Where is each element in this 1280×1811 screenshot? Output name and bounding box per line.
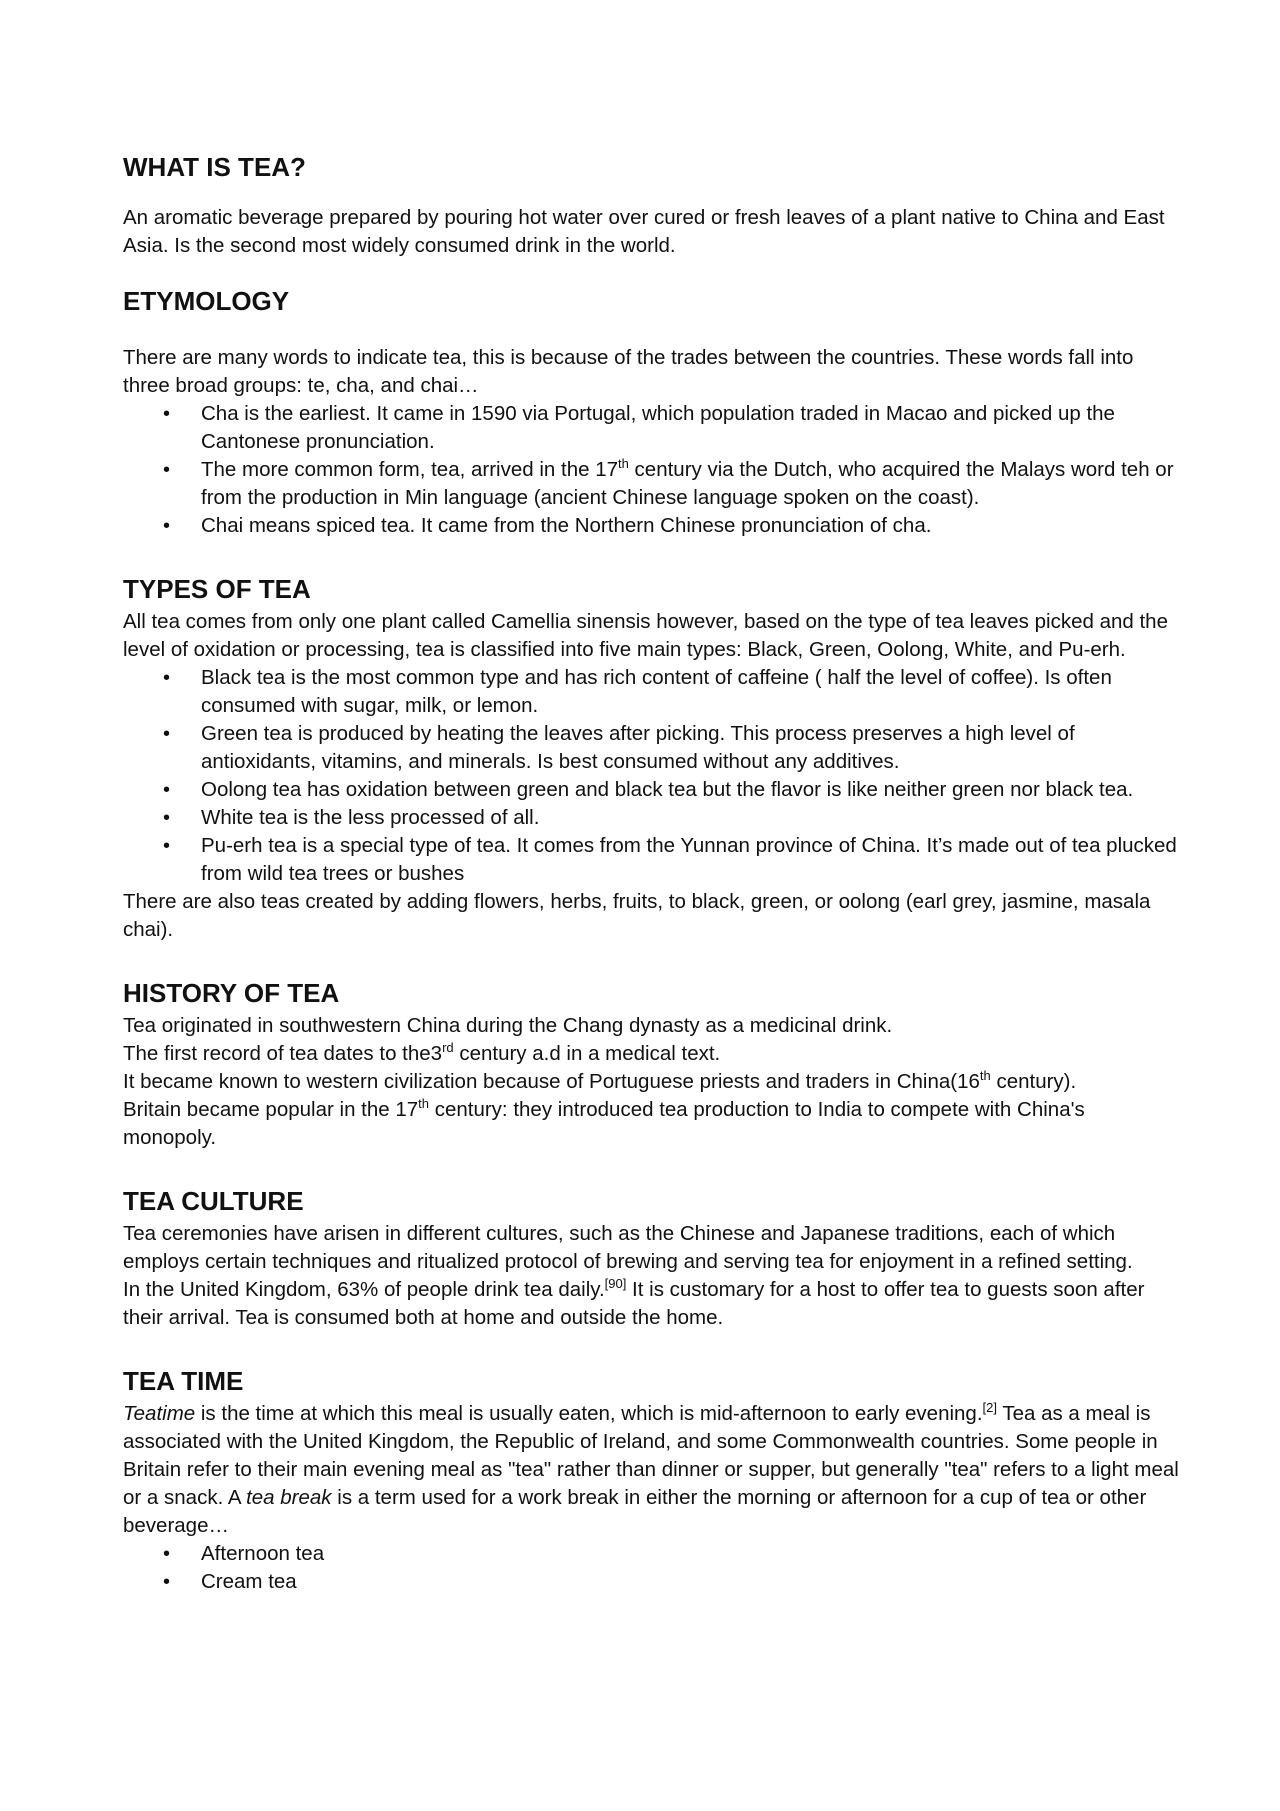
list-item: • Oolong tea has oxidation between green and black tea but the flavor is like neither green nor black tea. (123, 776, 1183, 804)
paragraph-what-is-tea: An aromatic beverage prepared by pouring hot water over cured or fresh leaves of a plant native to China and East Asia. Is the second most widely consumed drink in the world. (123, 206, 1165, 257)
bullet-icon: • (163, 667, 171, 689)
paragraph-etymology: There are many words to indicate tea, this is because of the trades between the countries. These words fall into three broad groups: te, cha, and chai… (123, 346, 1134, 397)
list-item: • Afternoon tea (123, 1540, 1183, 1568)
bullet-icon: • (163, 835, 171, 857)
bullet-icon: • (163, 779, 171, 801)
types-list (123, 664, 1183, 888)
bullet-icon: • (163, 807, 171, 829)
history-line-2: The first record of tea dates to the3rd century a.d in a medical text. (123, 1040, 721, 1065)
history-line-3: It became known to western civilization because of Portuguese priests and traders in China(16th century). (123, 1068, 1077, 1093)
heading-history-of-tea: HISTORY OF TEA (123, 978, 340, 1008)
bullet-icon: • (163, 459, 171, 481)
etymology-list (123, 400, 1183, 540)
list-item: • Cha is the earliest. It came in 1590 via Portugal, which population traded in Macao and picked up the Cantonese pronunciation. (163, 402, 1115, 453)
list-item: • Black tea is the most common type and has rich content of caffeine ( half the level of coffee). Is often consumed with sugar, milk, or lemon. (163, 666, 1112, 717)
culture-paragraph-2: In the United Kingdom, 63% of people drink tea daily.[90] It is customary for a host to offer tea to guests soon after their arrival. Tea is consumed both at home and outside the home. (123, 1276, 1145, 1329)
bullet-icon: • (163, 403, 171, 425)
bullet-icon: • (163, 723, 171, 745)
citation-link[interactable]: [90] (604, 1276, 627, 1292)
paragraph-types-of-tea: All tea comes from only one plant called Camellia sinensis however, based on the type of tea leaves picked and the level of oxidation or processing, tea is classified into five main types: Black, Green, Oolong, White, and Pu-erh. (123, 610, 1168, 661)
paragraph-types-closing: There are also teas created by adding flowers, herbs, fruits, to black, green, or oolong (earl grey, jasmine, masala chai). (123, 890, 1151, 941)
teatime-list (123, 1540, 1183, 1596)
list-item: • Green tea is produced by heating the leaves after picking. This process preserves a high level of antioxidants, vitamins, and minerals. Is best consumed without any additives. (163, 722, 1075, 773)
bullet-icon: • (163, 1571, 171, 1593)
bullet-icon: • (163, 1543, 171, 1565)
culture-paragraph-1: Tea ceremonies have arisen in different cultures, such as the Chinese and Japanese traditions, each of which employs certain techniques and ritualized protocol of brewing and serving tea for enjoyment in a refined setting. (123, 1222, 1133, 1273)
history-line-4: Britain became popular in the 17th century: they introduced tea production to India to compete with China's monopoly. (123, 1096, 1085, 1149)
heading-etymology: ETYMOLOGY (123, 286, 290, 316)
paragraph-tea-time: Teatime is the time at which this meal is usually eaten, which is mid-afternoon to early evening.[2] Tea as a meal is associated with the United Kingdom, the Republic of Ireland, and some Commonwealth countries. Some people in Britain refer to their main evening meal as "tea" rather than dinner or supper, but generally "tea" refers to a light meal or a snack. A tea break is a term used for a work break in either the morning or afternoon for a cup of tea or other beverage… (123, 1400, 1179, 1537)
history-line-1: Tea originated in southwestern China during the Chang dynasty as a medicinal drink. (123, 1014, 893, 1037)
heading-what-is-tea: WHAT IS TEA? (123, 152, 306, 182)
list-item: • The more common form, tea, arrived in the 17th century via the Dutch, who acquired the Malays word teh or from the production in Min language (ancient Chinese language spoken on the coast). (163, 456, 1174, 509)
heading-tea-time: TEA TIME (123, 1366, 244, 1396)
heading-types-of-tea: TYPES OF TEA (123, 574, 311, 604)
list-item: • Chai means spiced tea. It came from the Northern Chinese pronunciation of cha. (123, 512, 1183, 540)
history-block (123, 1012, 1183, 1152)
bullet-icon: • (163, 515, 171, 537)
list-item: • Pu-erh tea is a special type of tea. It comes from the Yunnan province of China. It’s made out of tea plucked from wild tea trees or bushes (163, 834, 1177, 885)
list-item: • White tea is the less processed of all. (123, 804, 1183, 832)
list-item: • Cream tea (123, 1568, 1183, 1596)
document-page (123, 0, 1183, 1596)
culture-block (123, 1220, 1183, 1332)
heading-tea-culture: TEA CULTURE (123, 1186, 304, 1216)
citation-link[interactable]: [2] (982, 1400, 997, 1416)
